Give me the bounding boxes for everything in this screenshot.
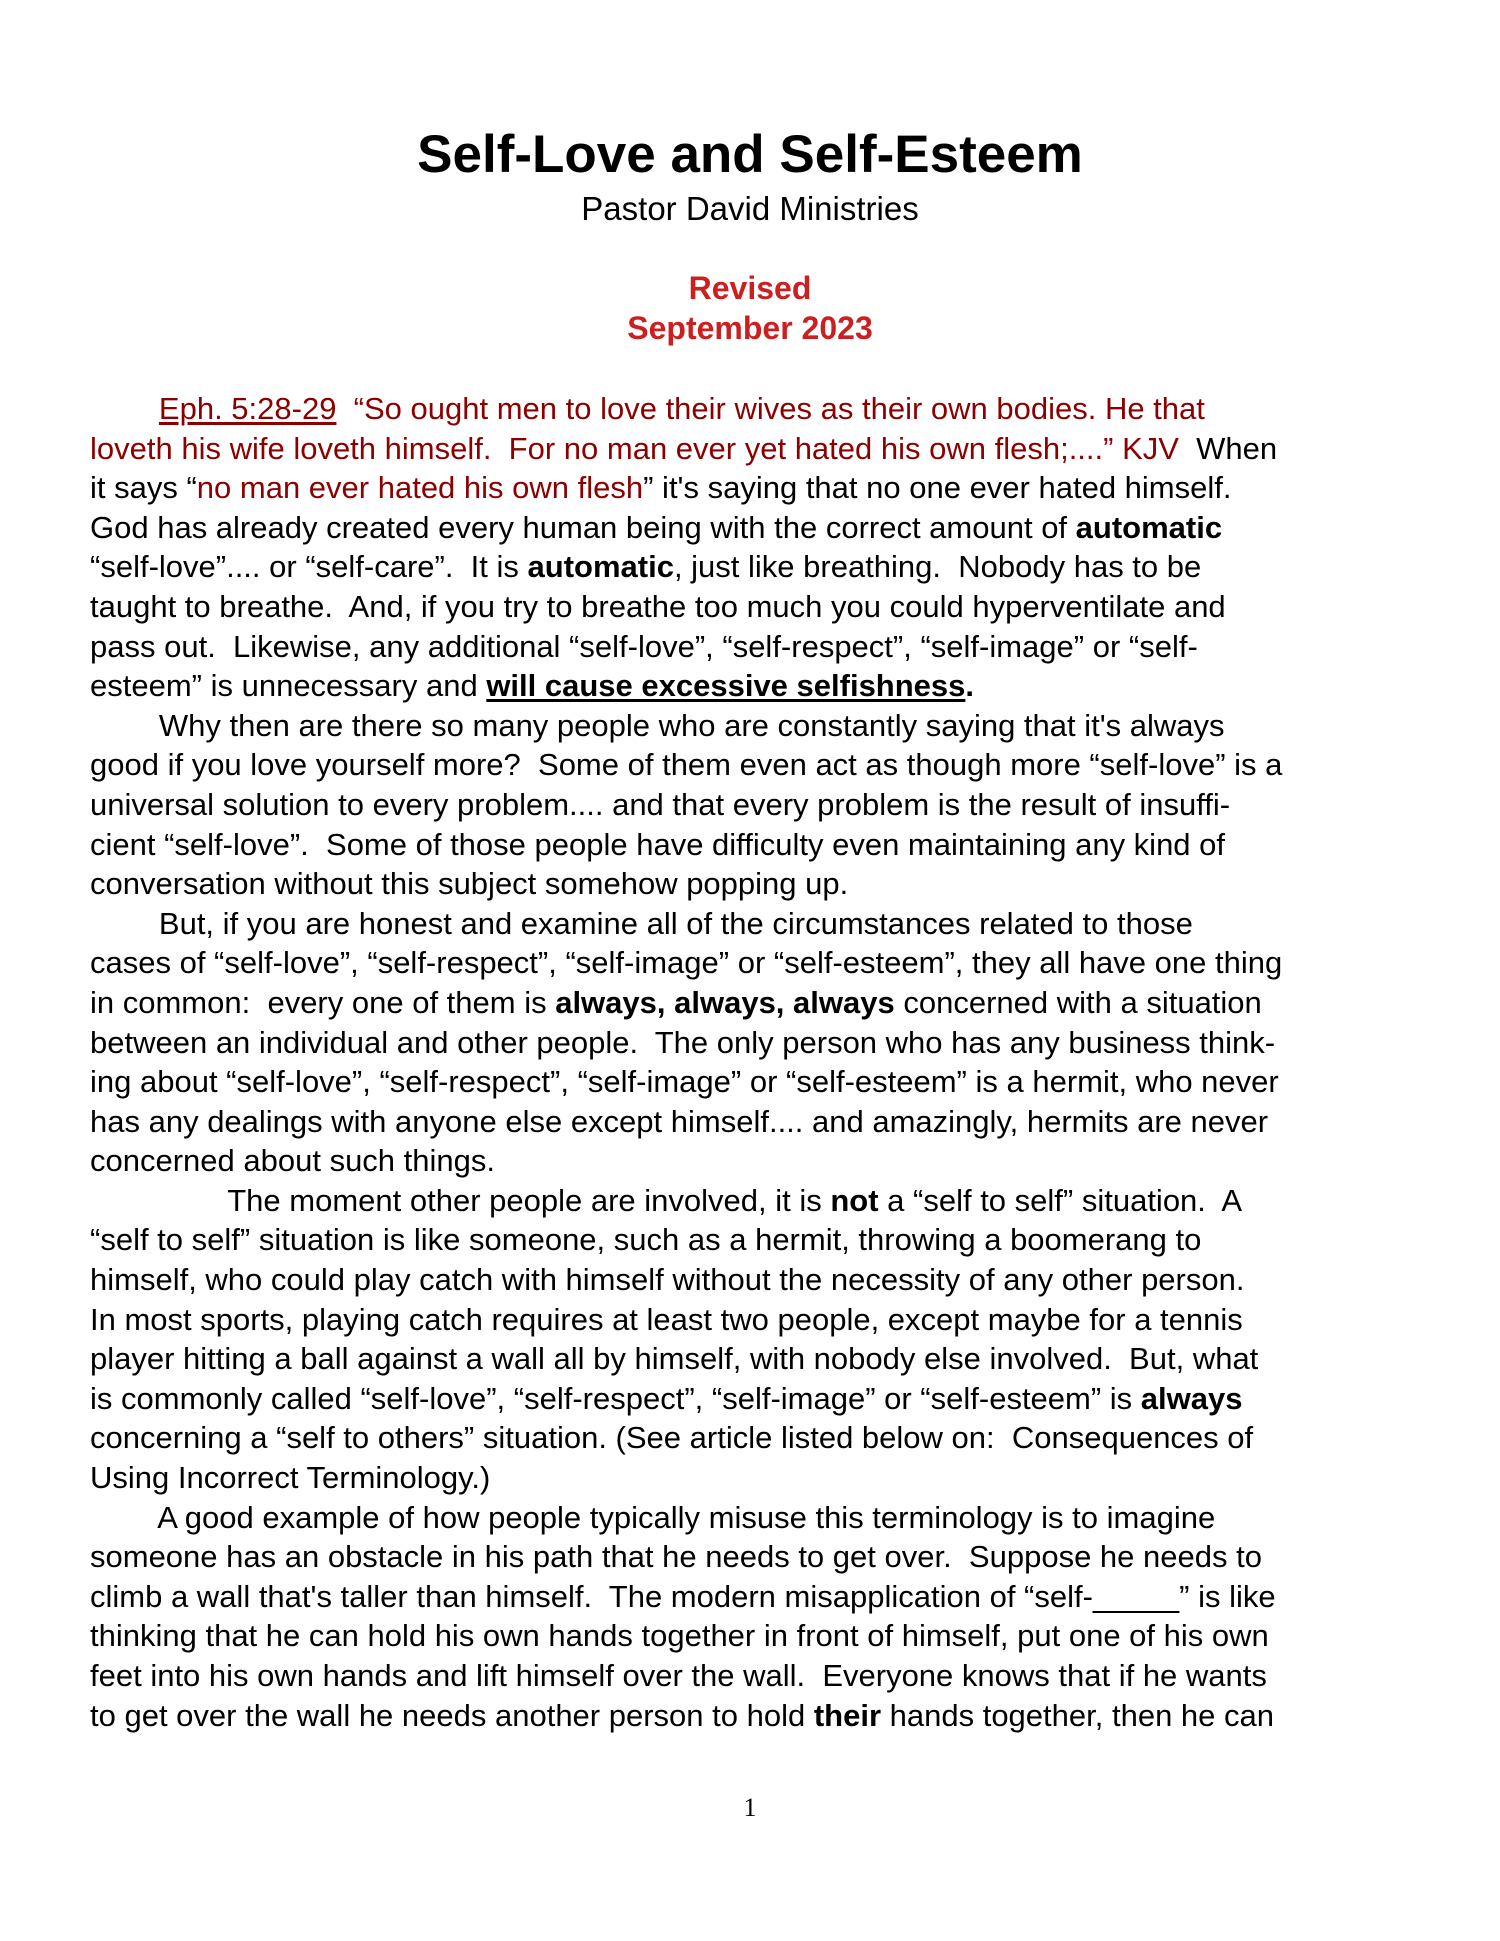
text-span: pass out. Likewise, any additional “self-love”, “self-respect”, “self-image” or “self- [90, 628, 1198, 664]
text-line [90, 1537, 1430, 1577]
text-span: Using Incorrect Terminology.) [90, 1460, 491, 1496]
text-span: . [965, 668, 975, 704]
text-span: Why then are there so many people who are constantly saying that it's always [90, 707, 1225, 743]
text-line [90, 1181, 1430, 1221]
text-line [90, 1102, 1430, 1142]
text-span [90, 391, 159, 426]
text-span: is commonly called “self-love”, “self-respect”, “self-image” or “self-esteem” is [90, 1380, 1141, 1416]
text-span: feet into his own hands and lift himself over the wall. Everyone knows that if he wants [90, 1658, 1267, 1693]
text-span: “self to self” situation is like someone, such as a hermit, throwing a boomerang to [90, 1222, 1202, 1258]
text-span: concerned with a situation [894, 984, 1262, 1020]
text-line [90, 666, 1430, 706]
text-line [90, 1379, 1430, 1419]
revised-label: Revised [688, 270, 812, 306]
text-span: automatic [527, 549, 674, 585]
text-line [90, 745, 1430, 785]
text-span: not [830, 1182, 879, 1218]
document-title: Self-Love and Self-Esteem [417, 124, 1083, 184]
revised-date: September 2023 [627, 310, 873, 346]
text-span: The moment other people are involved, it is [90, 1182, 831, 1218]
text-span: a “self to self” situation. A [878, 1182, 1243, 1218]
text-line [90, 825, 1430, 865]
text-line [90, 1062, 1430, 1102]
text-span: hands together, then he can [881, 1697, 1274, 1733]
text-span: , just like breathing. Nobody has to be [673, 549, 1202, 585]
text-span: always [1140, 1380, 1243, 1416]
text-span: A good example of how people typically misuse this terminology is to imagine [90, 1499, 1216, 1535]
text-line [90, 864, 1430, 904]
text-line [90, 983, 1430, 1023]
text-span: esteem” is unnecessary and [90, 668, 487, 704]
text-line [90, 1220, 1430, 1260]
text-line [90, 1023, 1430, 1063]
text-span: will cause excessive selfishness [486, 668, 966, 704]
text-span: “self-love”.... or “self-care”. It is [90, 549, 528, 585]
text-span: automatic [1075, 509, 1223, 545]
text-span: But, if you are honest and examine all of the circumstances related to those [90, 905, 1193, 941]
text-span: taught to breathe. And, if you try to breathe too much you could hyperventilate and [90, 588, 1226, 624]
text-span: universal solution to every problem.... and that every problem is the result of insuffi- [90, 786, 1231, 822]
page-number: 1 [743, 1793, 757, 1822]
scripture-quote: loveth his wife loveth himself. For no man ever yet hated his own flesh;....” KJV [90, 430, 1179, 466]
text-span: In most sports, playing catch requires at least two people, except maybe for a tennis [90, 1301, 1243, 1337]
text-line [90, 1616, 1430, 1656]
text-span: good if you love yourself more? Some of them even act as though more “self-love” is a [90, 747, 1283, 783]
text-span: climb a wall that's taller than himself. The modern misapplication of “self-_____” is like [90, 1578, 1276, 1614]
text-line [90, 1260, 1430, 1300]
scripture-quote: “So ought men to love their wives as their own bodies. He that [336, 391, 1205, 426]
text-line [90, 1696, 1430, 1736]
text-line [90, 706, 1430, 746]
text-span: ” it's saying that no one ever hated himself. [643, 470, 1232, 506]
text-line [90, 468, 1430, 508]
text-span: conversation without this subject somehow popping up. [90, 866, 849, 902]
text-span: in common: every one of them is [90, 984, 556, 1020]
text-line [90, 785, 1430, 825]
text-line [90, 429, 1430, 469]
text-span: concerning a “self to others” situation. (See article listed below on: Consequences of [90, 1420, 1254, 1456]
text-span: always, always, always [555, 984, 895, 1020]
text-line [90, 547, 1430, 587]
text-span: thinking that he can hold his own hands together in front of himself, put one of his own [90, 1618, 1269, 1654]
text-line [90, 1339, 1430, 1379]
text-line [90, 1498, 1430, 1538]
text-span: himself, who could play catch with himself without the necessity of any other person. [90, 1262, 1245, 1298]
text-line [90, 1300, 1430, 1340]
text-span: ing about “self-love”, “self-respect”, “self-image” or “self-esteem” is a hermit, who never [90, 1064, 1279, 1100]
text-span: to get over the wall he needs another person to hold [90, 1697, 814, 1733]
document-body [90, 389, 1430, 1735]
text-line [90, 1656, 1430, 1696]
text-span: player hitting a ball against a wall all by himself, with nobody else involved. But, what [90, 1341, 1259, 1377]
text-line [90, 389, 1430, 429]
text-line [90, 1458, 1430, 1498]
text-line [90, 587, 1430, 627]
text-span: cient “self-love”. Some of those people have difficulty even maintaining any kind of [90, 826, 1226, 862]
text-span: When [1178, 430, 1278, 466]
text-span: someone has an obstacle in his path that he needs to get over. Suppose he needs to [90, 1539, 1262, 1575]
text-line [90, 1577, 1430, 1617]
text-span: concerned about such things. [90, 1143, 495, 1179]
text-line [90, 627, 1430, 667]
text-line [90, 943, 1430, 983]
text-span: their [813, 1697, 882, 1733]
text-span: between an individual and other people. The only person who has any business think- [90, 1024, 1276, 1060]
text-line [90, 1418, 1430, 1458]
text-line [90, 1141, 1430, 1181]
text-span: it says “ [90, 470, 197, 506]
text-span: cases of “self-love”, “self-respect”, “self-image” or “self-esteem”, they all have one thing [90, 945, 1283, 981]
scripture-reference-link[interactable]: Eph. 5:28-29 [158, 391, 337, 426]
text-span: God has already created every human being with the correct amount of [90, 509, 1076, 545]
scripture-quote: no man ever hated his own flesh [196, 470, 644, 506]
text-line [90, 508, 1430, 548]
text-line [90, 904, 1430, 944]
author-subtitle: Pastor David Ministries [581, 190, 919, 227]
text-span: has any dealings with anyone else except himself.... and amazingly, hermits are never [90, 1103, 1269, 1139]
